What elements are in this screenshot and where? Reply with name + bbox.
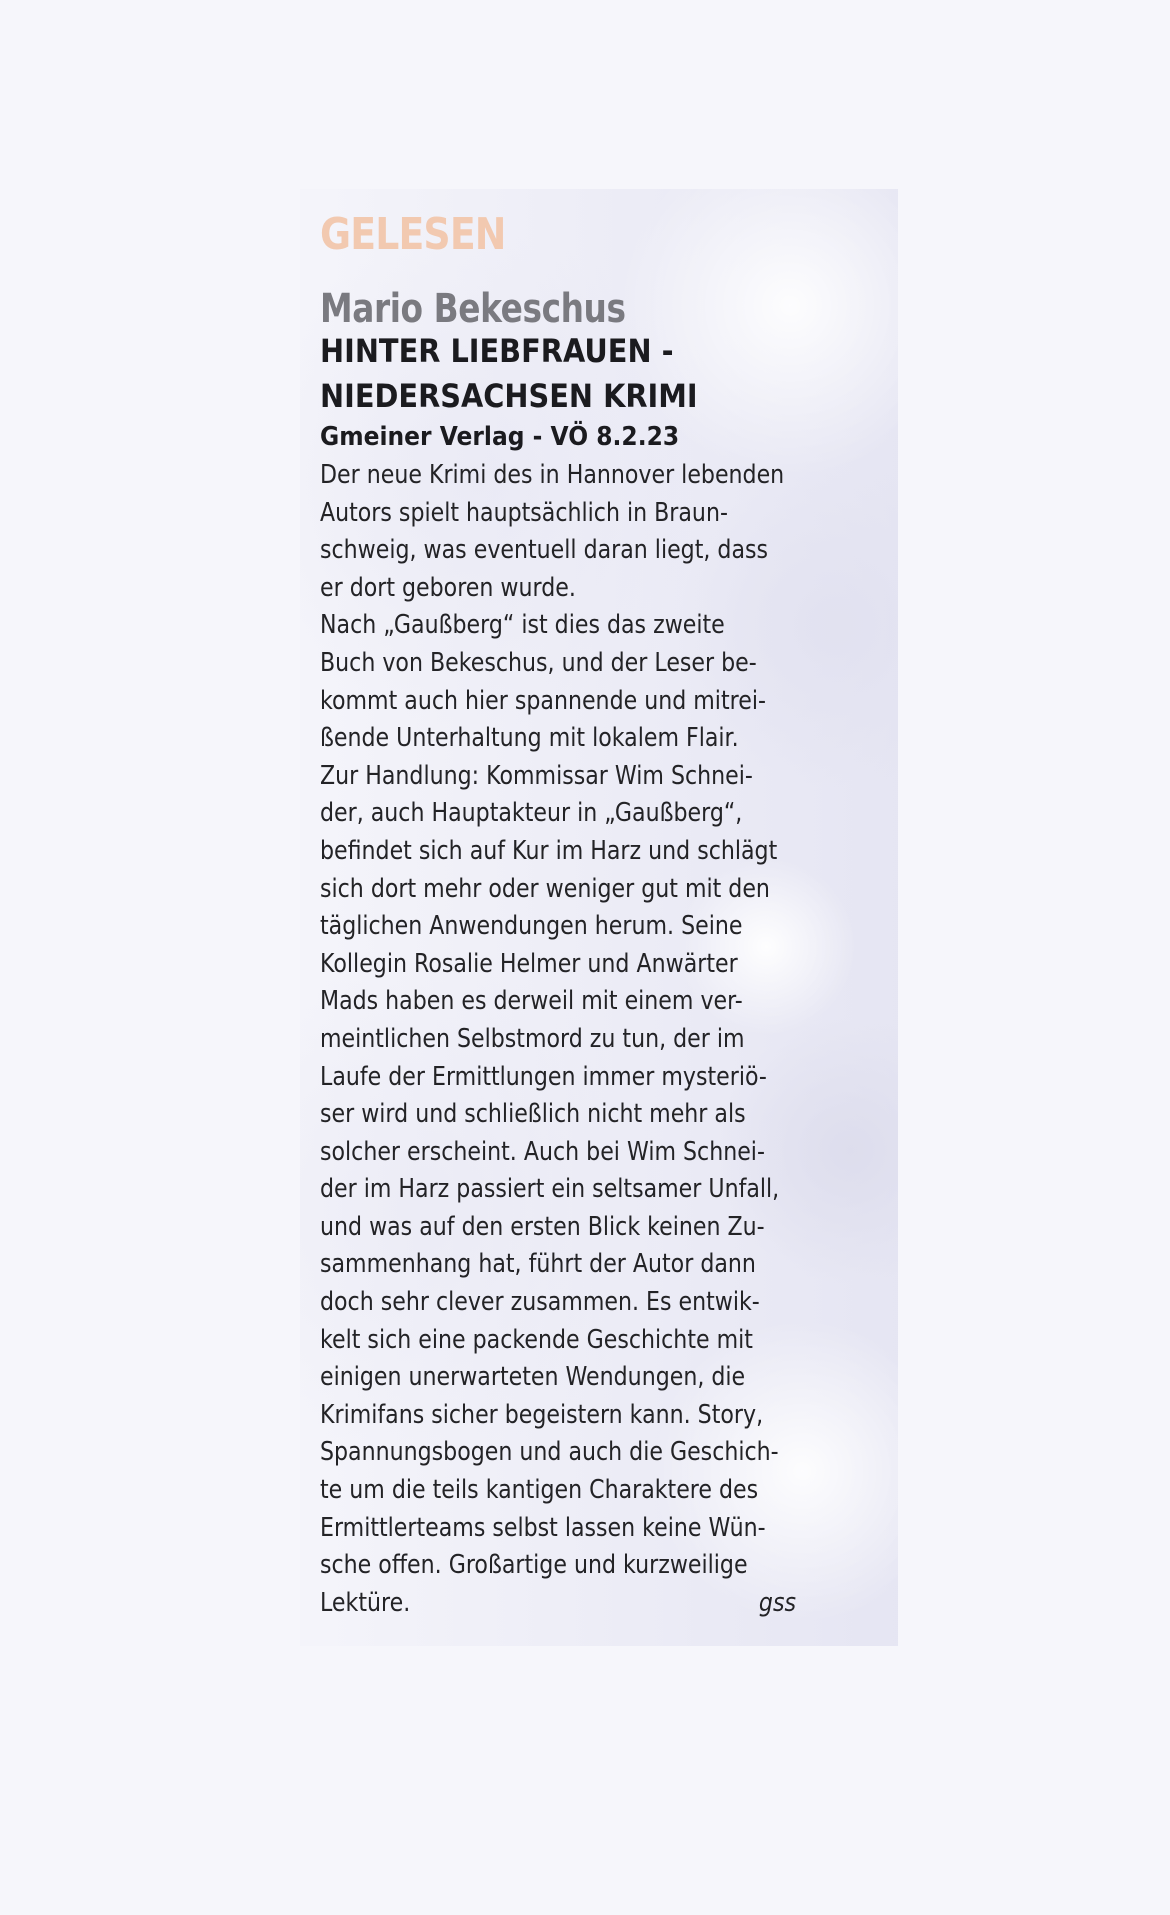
review-text-line: meintlichen Selbstmord zu tun, der im [320,1023,745,1054]
review-text-line: der im Harz passiert ein seltsamer Unfall, [320,1174,780,1205]
review-last-line [320,1585,796,1623]
book-title-line: NIEDERSACHSEN KRIMI [320,377,698,415]
review-text-line: Autors spielt hauptsächlich in Braun- [320,497,728,528]
review-text-line: er dort geboren wurde. [320,572,576,603]
review-body [320,457,796,1622]
review-text-line: befindet sich auf Kur im Harz und schlägt [320,835,778,866]
review-text-line: Spannungsbogen und auch die Geschich- [320,1437,779,1468]
review-text-line: täglichen Anwendungen herum. Seine [320,911,743,942]
review-text-line: te um die teils kantigen Charaktere des [320,1475,759,1506]
review-text-line: ßende Unterhaltung mit lokalem Flair. [320,723,739,754]
review-text-line: der, auch Hauptakteur in „Gaußberg“, [320,798,743,829]
review-text-line: Kollegin Rosalie Helmer und Anwärter [320,948,738,979]
author-name: Mario Bekeschus [320,286,626,332]
review-text-line: schweig, was eventuell daran liegt, dass [320,535,769,566]
author-signature: gss [758,1587,796,1618]
review-text-line: kommt auch hier spannende und mitrei- [320,685,766,716]
review-text-line: sich dort mehr oder weniger gut mit den [320,873,770,904]
review-text-line: Mads haben es derweil mit einem ver- [320,986,743,1017]
review-text-line: sammenhang hat, führt der Autor dann [320,1249,756,1280]
review-text-line: kelt sich eine packende Geschichte mit [320,1324,753,1355]
review-text-line: doch sehr clever zusammen. Es entwik- [320,1287,760,1318]
review-last-line-text: Lektüre. [320,1587,411,1618]
review-text-line: sche offen. Großartige und kurzweilige [320,1550,748,1581]
review-text-line: Nach „Gaußberg“ ist dies das zweite [320,610,725,641]
review-text-line: einigen unerwarteten Wendungen, die [320,1362,746,1393]
review-text-line: Laufe der Ermittlungen immer mysteriö- [320,1061,767,1092]
review-text-line: Zur Handlung: Kommissar Wim Schnei- [320,760,753,791]
publisher-line: Gmeiner Verlag - VÖ 8.2.23 [320,422,680,452]
review-text-line: Krimifans sicher begeistern kann. Story, [320,1399,764,1430]
review-text-line: Der neue Krimi des in Hannover lebenden [320,460,785,490]
review-text-line: ser wird und schließlich nicht mehr als [320,1099,746,1130]
section-label: GELESEN [320,209,506,260]
book-title [320,329,824,419]
review-text-line: und was auf den ersten Blick keinen Zu- [320,1211,765,1242]
review-text-line: solcher erscheint. Auch bei Wim Schnei- [320,1136,765,1167]
review-text-line: Buch von Bekeschus, und der Leser be- [320,647,757,678]
book-title-line: HINTER LIEBFRAUEN - [320,332,674,370]
review-clipping [300,189,898,1646]
review-text-line: Ermittlerteams selbst lassen keine Wün- [320,1512,766,1543]
review-content [320,211,810,1622]
